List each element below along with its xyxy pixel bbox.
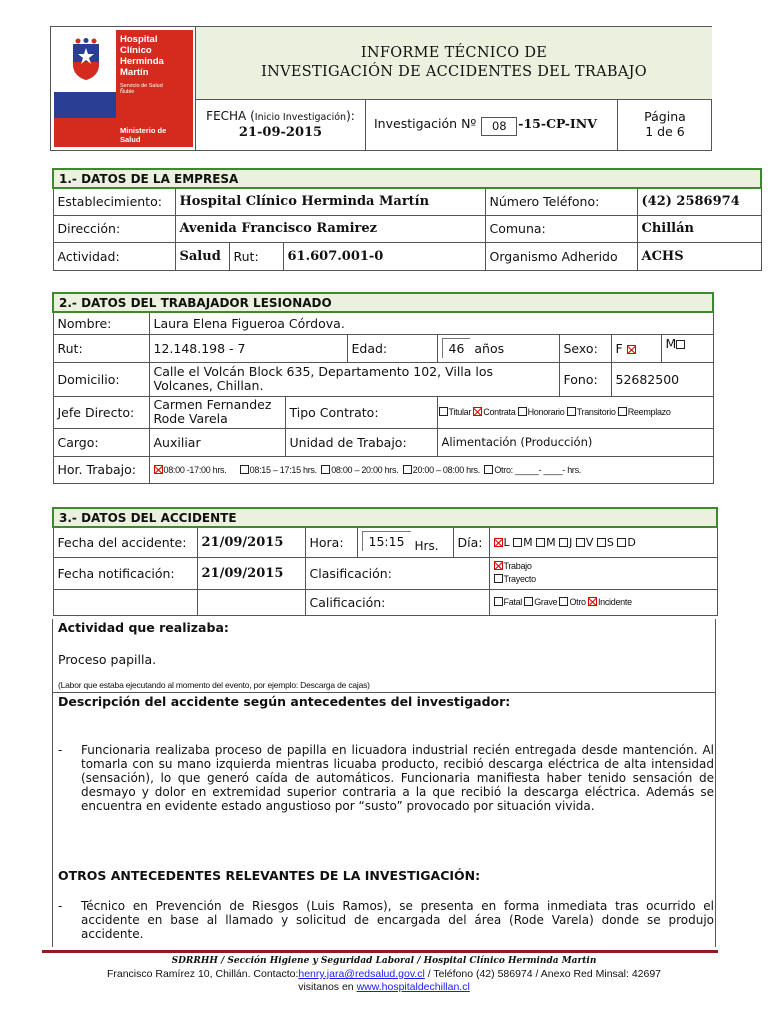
edad-value[interactable]: 46 xyxy=(442,338,471,358)
actividad-text[interactable]: Proceso papilla. xyxy=(58,652,157,667)
website-link[interactable]: www.hospitaldechillan.cl xyxy=(356,981,470,993)
checkbox-icon[interactable] xyxy=(484,465,493,474)
checkbox-icon[interactable] xyxy=(240,465,249,474)
checkbox-icon[interactable] xyxy=(576,538,585,547)
document-title: INFORME TÉCNICO DE INVESTIGACIÓN DE ACCIDENTES DEL TRABAJO xyxy=(196,27,712,100)
establecimiento-value[interactable]: Hospital Clínico Herminda Martín xyxy=(175,188,485,215)
descripcion-title: Descripción del accidente según antecedentes del investigador: xyxy=(58,694,511,709)
dia-options: L M M J V S D xyxy=(489,527,717,557)
logo-ministry: Ministerio de Salud xyxy=(120,126,167,144)
checkbox-icon[interactable] xyxy=(559,597,568,606)
logo-service-name: Servicio de Salud Ñuble xyxy=(120,83,163,95)
page-number-cell: Página 1 de 6 xyxy=(644,109,686,139)
horario-options: 08:00 -17:00 hrs. 08:15 – 17:15 hrs. 08:00 – 20:00 hrs. 20:00 – 08:00 hrs. Otro: _____- ____- hrs. xyxy=(149,456,713,483)
checkbox-icon[interactable] xyxy=(321,465,330,474)
calificacion-options: Fatal Grave Otro Incidente xyxy=(489,589,717,615)
checkbox-icon[interactable] xyxy=(439,407,448,416)
trabajador-table: 2.- DATOS DEL TRABAJADOR LESIONADO Nombre: Laura Elena Figueroa Córdova. Rut: 12.148.198 - 7 Edad: 46 años Sexo: F M Domicilio: Calle el Volcán Block 635, Departamento 102, Villa los Volcanes, Chillan. Fono: 52682500 Jefe Directo: Carmen Fernandez Rode Varela Tipo Contrato: Titular Contrata Honorario Transitorio Reemplazo Cargo: Auxiliar Unidad de Trabajo: Alimentación (Producción) Hor. Trabajo: 08:00 -17:00 hrs. 08:15 – 17:15 hrs. 08:00 – 20:00 hrs. 20:00 – 08:00 hrs. Otro: _____- ____- hrs. xyxy=(52,292,714,484)
checkbox-icon[interactable] xyxy=(518,407,527,416)
nombre-value[interactable]: Laura Elena Figueroa Córdova. xyxy=(149,312,713,334)
direccion-value[interactable]: Avenida Francisco Ramirez xyxy=(175,215,485,242)
checkbox-icon[interactable] xyxy=(567,407,576,416)
checkbox-icon[interactable] xyxy=(494,574,503,583)
actividad-value[interactable]: Salud xyxy=(175,242,229,270)
checkbox-icon[interactable] xyxy=(676,340,685,349)
checkbox-icon[interactable] xyxy=(617,538,626,547)
trabajador-rut-value[interactable]: 12.148.198 - 7 xyxy=(149,334,347,362)
accidente-heading: 3.- DATOS DEL ACCIDENTE xyxy=(53,508,717,527)
descripcion-item: - Funcionaria realizaba proceso de papilla en licuadora industrial recién entregada desde mantención. Al tomarla con su mano izquierda mientras licuaba producto, recibió descarga eléctrica de alta intensidad (sensación), lo que generó caída de automáticos. Funcionaria manifiesta haber tenido sensación de desmayo y dolor en extremidad superior contraria a la que recibió la descarga eléctrica. Además se encuentra en evidente estado angustioso por “susto” provocado por situación vivida. xyxy=(58,743,714,813)
fecha-notificacion-value[interactable]: 21/09/2015 xyxy=(197,557,305,589)
logo-cell xyxy=(51,27,196,150)
otros-title: OTROS ANTECEDENTES RELEVANTES DE LA INVESTIGACIÓN: xyxy=(58,868,481,883)
domicilio-value[interactable]: Calle el Volcán Block 635, Departamento 102, Villa los Volcanes, Chillan. xyxy=(149,362,559,396)
jefe-value[interactable]: Carmen Fernandez Rode Varela xyxy=(149,396,285,428)
accidente-table: 3.- DATOS DEL ACCIDENTE Fecha del accidente: 21/09/2015 Hora: 15:15 Hrs. Día: L M M J V S D Fecha notificación: 21/09/2015 Clasificación: Trabajo Trayecto Calificación: Fatal Grave Otro Incidente xyxy=(52,507,718,616)
checkbox-checked-icon[interactable] xyxy=(588,597,597,606)
empresa-table: 1.- DATOS DE LA EMPRESA Establecimiento: Hospital Clínico Herminda Martín Número Teléfono: (42) 2586974 Dirección: Avenida Francisco Ramirez Comuna: Chillán Actividad: Salud Rut: 61.607.001-0 Organismo Adherido ACHS xyxy=(52,168,762,271)
hospital-logo xyxy=(54,30,193,147)
hora-value[interactable]: 15:15 xyxy=(362,531,411,551)
footer-divider xyxy=(42,950,718,953)
checkbox-icon[interactable] xyxy=(597,538,606,547)
actividad-note: (Labor que estaba ejecutando al momento del evento, por ejemplo: Descarga de cajas) xyxy=(58,680,370,690)
descripcion-text[interactable]: Funcionaria realizaba proceso de papilla en licuadora industrial recién entregada desde mantención. Al tomarla con su mano izquierda mientras licuaba producto, recibió descarga eléctrica de alta intensidad (sensación), lo que generó caída de automáticos. Funcionaria manifiesta haber tenido sensación de desmayo y dolor en extremidad superior contraria a la que recibió la descarga eléctrica. Además se encuentra en evidente estado angustioso por “susto” provocado por situación vivida. xyxy=(81,743,714,813)
page-footer: SDRRHH / Sección Higiene y Seguridad Laboral / Hospital Clínico Herminda Martin Francisco Ramírez 10, Chillán. Contacto:henry.jara@redsalud.gov.cl / Teléfono (42) 586974 / Anexo Red Minsal: 42697 visitanos en www.hospitaldechillan.cl xyxy=(0,955,768,994)
checkbox-checked-icon[interactable] xyxy=(494,561,503,570)
empresa-rut-value[interactable]: 61.607.001-0 xyxy=(283,242,485,270)
coat-of-arms-icon xyxy=(69,38,103,82)
unidad-value[interactable]: Alimentación (Producción) xyxy=(437,428,713,456)
fecha-accidente-value[interactable]: 21/09/2015 xyxy=(197,527,305,557)
sexo-m-option[interactable]: M xyxy=(661,334,713,362)
fono-value[interactable]: 52682500 xyxy=(611,362,713,396)
document-header xyxy=(50,26,712,151)
otros-text[interactable]: Técnico en Prevención de Riesgos (Luis Ramos), se presenta en forma inmediata tras ocurrido el accidente en base al llamado y solicitud de encargada del área (Rode Varela) donde se produjo accidente. xyxy=(81,899,714,941)
checkbox-icon[interactable] xyxy=(559,538,568,547)
clasificacion-options: Trabajo Trayecto xyxy=(489,557,717,589)
tipo-contrato-options: Titular Contrata Honorario Transitorio Reemplazo xyxy=(437,396,713,428)
fecha-inicio-value: 21-09-2015 xyxy=(238,125,323,140)
fecha-inicio-cell: FECHA (Inicio Investigación): 21-09-2015 xyxy=(196,100,366,150)
empresa-heading: 1.- DATOS DE LA EMPRESA xyxy=(53,169,761,188)
checkbox-icon[interactable] xyxy=(536,538,545,547)
checkbox-icon[interactable] xyxy=(618,407,627,416)
checkbox-icon[interactable] xyxy=(494,597,503,606)
investigacion-number[interactable]: 08 xyxy=(481,117,517,136)
checkbox-icon[interactable] xyxy=(513,538,522,547)
checkbox-checked-icon[interactable] xyxy=(154,465,163,474)
logo-org-name: Hospital Clínico Herminda Martín xyxy=(120,34,164,78)
otros-item: - Técnico en Prevención de Riesgos (Luis Ramos), se presenta en forma inmediata tras ocurrido el accidente en base al llamado y solicitud de encargada del área (Rode Varela) donde se produjo accidente. xyxy=(58,899,714,941)
comuna-value[interactable]: Chillán xyxy=(637,215,761,242)
checkbox-checked-icon[interactable] xyxy=(494,538,503,547)
checkbox-icon[interactable] xyxy=(403,465,412,474)
actividad-title: Actividad que realizaba: xyxy=(58,620,229,635)
checkbox-icon[interactable] xyxy=(524,597,533,606)
investigacion-cell: Investigación Nº 08 -15-CP-INV xyxy=(366,100,618,150)
checkbox-checked-icon[interactable] xyxy=(473,407,482,416)
accidente-details xyxy=(52,619,716,947)
organismo-value[interactable]: ACHS xyxy=(637,242,761,270)
trabajador-heading: 2.- DATOS DEL TRABAJADOR LESIONADO xyxy=(53,293,713,312)
footer-contact: Francisco Ramírez 10, Chillán. Contacto:henry.jara@redsalud.gov.cl / Teléfono (42) 586974 / Anexo Red Minsal: 42697 xyxy=(106,968,662,980)
email-link[interactable]: henry.jara@redsalud.gov.cl xyxy=(298,968,425,980)
checkbox-checked-icon[interactable] xyxy=(627,345,636,354)
cargo-value[interactable]: Auxiliar xyxy=(149,428,285,456)
telefono-value[interactable]: (42) 2586974 xyxy=(637,188,761,215)
sexo-f-option[interactable]: F xyxy=(611,334,661,362)
